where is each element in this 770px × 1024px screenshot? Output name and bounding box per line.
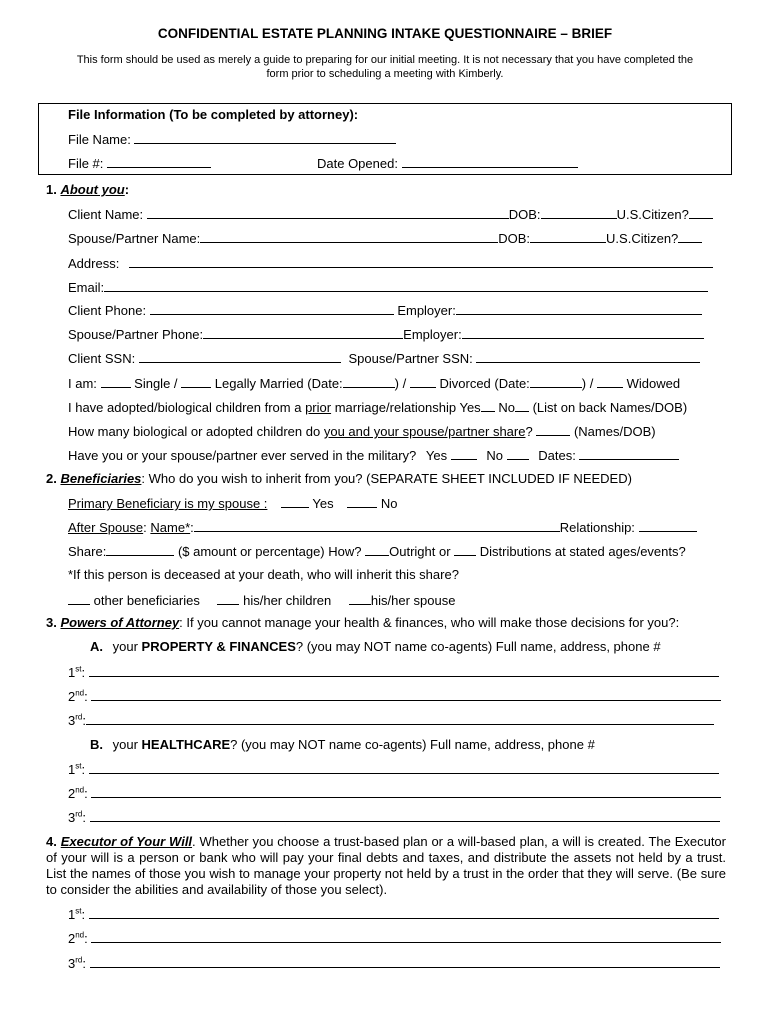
shared-children-field[interactable] xyxy=(536,423,570,436)
after-spouse-label: After Spouse xyxy=(68,520,144,535)
poa-a-bold: PROPERTY & FINANCES xyxy=(141,639,296,654)
shared-children-question: ? xyxy=(525,424,533,439)
spouse-name-row xyxy=(68,230,702,247)
adopted-yes-field[interactable] xyxy=(481,399,495,412)
ordinal-3-num: 3 xyxy=(68,713,76,728)
poa-healthcare-1st-row: 1st: xyxy=(68,761,719,778)
ssn-row xyxy=(68,350,700,367)
military-no-field[interactable] xyxy=(507,447,529,460)
poa-healthcare-heading xyxy=(90,737,595,753)
ordinal-1-sup: st xyxy=(75,761,82,771)
his-her-children-field[interactable] xyxy=(217,592,239,605)
poa-finances-3rd-row: 3rd: xyxy=(68,712,714,729)
ordinal-3-num: 3 xyxy=(68,810,76,825)
file-number-row xyxy=(68,155,211,172)
ordinal-2-sup: nd xyxy=(75,688,85,698)
poa-b-bold: HEALTHCARE xyxy=(141,737,231,752)
date-opened-row xyxy=(317,155,578,172)
military-yes-field[interactable] xyxy=(451,447,477,460)
client-name-field[interactable] xyxy=(147,206,509,219)
file-number-label: File #: xyxy=(68,156,104,171)
military-question: Have you or your spouse/partner ever served in the military? xyxy=(68,448,417,463)
ordinal-1-sup: st xyxy=(75,906,82,916)
primary-no-label: No xyxy=(380,496,398,511)
section-2-heading xyxy=(46,471,632,487)
military-row xyxy=(68,447,679,464)
distributions-field[interactable] xyxy=(454,543,476,556)
military-yes-label: Yes xyxy=(425,448,448,463)
share-label: Share: xyxy=(68,544,107,559)
adopted-list-note: (List on back Names/DOB) xyxy=(532,400,688,415)
poa-finances-2nd-row: 2nd: xyxy=(68,688,721,705)
file-name-label: File Name: xyxy=(68,132,131,147)
address-row xyxy=(68,255,713,272)
poa-finances-heading xyxy=(90,639,661,655)
executor-3rd-field[interactable] xyxy=(90,955,720,968)
client-phone-field[interactable] xyxy=(150,302,394,315)
ordinal-1-num: 1 xyxy=(68,665,76,680)
spouse-name-field[interactable] xyxy=(200,230,498,243)
spouse-citizen-label: U.S.Citizen? xyxy=(606,231,679,246)
poa-a-post: ? (you may NOT name co-agents) Full name, address, phone # xyxy=(295,639,661,654)
widowed-label: Widowed xyxy=(626,376,681,391)
ordinal-2-sup: nd xyxy=(75,930,85,940)
share-row xyxy=(68,543,686,560)
poa-finances-3rd-field[interactable] xyxy=(86,712,714,725)
section-4-paragraph xyxy=(46,834,726,898)
client-employer-field[interactable] xyxy=(456,302,702,315)
client-name-label: Client Name: xyxy=(68,207,144,222)
spouse-name-label: Spouse/Partner Name: xyxy=(68,231,201,246)
shared-children-text: How many biological or adopted children do xyxy=(68,424,321,439)
poa-b-label: B. xyxy=(90,737,103,752)
ordinal-3-sup: rd xyxy=(75,809,83,819)
spouse-phone-row xyxy=(68,326,704,343)
other-beneficiaries-field[interactable] xyxy=(68,592,90,605)
share-field[interactable] xyxy=(106,543,174,556)
section-2-title: Beneficiaries xyxy=(60,471,142,486)
section-2-question: : Who do you wish to inherit from you? (SEPARATE SHEET INCLUDED IF NEEDED) xyxy=(141,471,632,486)
section-1-title: About you xyxy=(60,182,125,197)
marital-status-row xyxy=(68,375,680,392)
military-dates-label: Dates: xyxy=(538,448,576,463)
relationship-field[interactable] xyxy=(639,519,697,532)
adopted-no-field[interactable] xyxy=(515,399,529,412)
married-label: Legally Married (Date: xyxy=(214,376,343,391)
adopted-no-label: No xyxy=(498,400,515,415)
ordinal-3-sup: rd xyxy=(75,712,83,722)
executor-3rd-row: 3rd: xyxy=(68,955,720,972)
after-spouse-name-label: Name* xyxy=(150,520,191,535)
section-4-text: . Whether you choose a trust-based plan or a will-based plan, a will is created. The Executor of your will is a person or bank who will pay your final debts and taxes, and distribute the assets not held by a trust. List the names of those you wish to manage your property not held by a trust in the order that they will serve. (Be sure to consider the abilities and availability of those you select). xyxy=(46,834,726,897)
executor-2nd-row: 2nd: xyxy=(68,930,721,947)
ordinal-3-num: 3 xyxy=(68,956,76,971)
client-phone-label: Client Phone: xyxy=(68,303,147,318)
shared-children-note: (Names/DOB) xyxy=(573,424,656,439)
section-3-title: Powers of Attorney xyxy=(60,615,180,630)
single-field[interactable] xyxy=(101,375,131,388)
file-name-row xyxy=(68,131,396,148)
email-row xyxy=(68,279,708,296)
section-1-number: 1. xyxy=(46,182,57,197)
married-end: ) / xyxy=(394,376,407,391)
section-2-number: 2. xyxy=(46,471,57,486)
ordinal-1-sup: st xyxy=(75,664,82,674)
adopted-yes-label: marriage/relationship Yes xyxy=(334,400,481,415)
ordinal-1-num: 1 xyxy=(68,907,76,922)
poa-finances-1st-row: 1st: xyxy=(68,664,719,681)
primary-beneficiary-label: Primary Beneficiary is my spouse : xyxy=(68,496,268,511)
adopted-text: I have adopted/biological children from a xyxy=(68,400,302,415)
intro-text: This form should be used as merely a guide to preparing for our initial meeting. It is not necessary that you have completed the form prior to scheduling a meeting with Kimberly. xyxy=(76,54,694,80)
section-4-title: Executor of Your Will xyxy=(60,834,193,849)
primary-yes-label: Yes xyxy=(312,496,334,511)
client-ssn-label: Client SSN: xyxy=(68,351,136,366)
file-name-field[interactable] xyxy=(134,131,396,144)
executor-1st-field[interactable] xyxy=(89,906,719,919)
spouse-phone-field[interactable] xyxy=(203,326,403,339)
client-dob-field[interactable] xyxy=(541,206,617,219)
file-info-heading: File Information (To be completed by attorney): xyxy=(68,107,359,122)
his-her-spouse-field[interactable] xyxy=(349,592,371,605)
shared-children-row xyxy=(68,423,656,440)
poa-healthcare-2nd-row: 2nd: xyxy=(68,785,721,802)
address-label: Address: xyxy=(68,256,120,271)
divorced-date-field[interactable] xyxy=(530,375,582,388)
outright-field[interactable] xyxy=(365,543,389,556)
spouse-ssn-label: Spouse/Partner SSN: xyxy=(348,351,473,366)
spouse-employer-field[interactable] xyxy=(462,326,704,339)
his-her-spouse-label: his/her spouse xyxy=(370,593,456,608)
client-citizen-field[interactable] xyxy=(689,206,713,219)
section-3-heading xyxy=(46,615,679,631)
ordinal-2-num: 2 xyxy=(68,689,76,704)
poa-finances-2nd-field[interactable] xyxy=(91,688,721,701)
section-3-number: 3. xyxy=(46,615,57,630)
adopted-children-row xyxy=(68,399,687,416)
executor-1st-row: 1st: xyxy=(68,906,719,923)
spouse-dob-label: DOB: xyxy=(498,231,531,246)
client-employer-label: Employer: xyxy=(397,303,456,318)
file-number-field[interactable] xyxy=(107,155,211,168)
single-label: Single / xyxy=(134,376,178,391)
military-dates-field[interactable] xyxy=(579,447,679,460)
ordinal-2-num: 2 xyxy=(68,786,76,801)
section-1-heading xyxy=(46,182,129,198)
after-spouse-row: After Spouse: Name*: Relationship: xyxy=(68,519,697,536)
marital-label: I am: xyxy=(68,376,97,391)
poa-healthcare-1st-field[interactable] xyxy=(89,761,719,774)
client-ssn-field[interactable] xyxy=(139,350,341,363)
section-3-question: : If you cannot manage your health & finances, who will make those decisions for you?: xyxy=(179,615,680,630)
client-phone-row xyxy=(68,302,702,319)
poa-b-post: ? (you may NOT name co-agents) Full name, address, phone # xyxy=(230,737,595,752)
distributions-label: Distributions at stated ages/events? xyxy=(479,544,686,559)
ordinal-2-sup: nd xyxy=(75,785,85,795)
primary-yes-field[interactable] xyxy=(281,495,309,508)
poa-a-pre: your xyxy=(112,639,138,654)
spouse-citizen-field[interactable] xyxy=(678,230,702,243)
client-name-row xyxy=(68,206,713,223)
date-opened-label: Date Opened: xyxy=(317,156,398,171)
poa-b-pre: your xyxy=(112,737,138,752)
spouse-dob-field[interactable] xyxy=(530,230,606,243)
poa-finances-1st-field[interactable] xyxy=(89,664,719,677)
married-field[interactable] xyxy=(181,375,211,388)
client-citizen-label: U.S.Citizen? xyxy=(616,207,689,222)
married-date-field[interactable] xyxy=(343,375,395,388)
spouse-ssn-field[interactable] xyxy=(476,350,700,363)
primary-no-field[interactable] xyxy=(347,495,377,508)
address-field[interactable] xyxy=(129,255,713,268)
spouse-phone-label: Spouse/Partner Phone: xyxy=(68,327,204,342)
poa-healthcare-3rd-field[interactable] xyxy=(90,809,720,822)
ordinal-1-num: 1 xyxy=(68,762,76,777)
section-1-colon: : xyxy=(124,182,130,197)
deceased-note: *If this person is deceased at your death, who will inherit this share? xyxy=(68,567,459,582)
client-dob-label: DOB: xyxy=(508,207,541,222)
executor-2nd-field[interactable] xyxy=(91,930,721,943)
military-no-label: No xyxy=(486,448,503,463)
poa-healthcare-2nd-field[interactable] xyxy=(91,785,721,798)
page-title: CONFIDENTIAL ESTATE PLANNING INTAKE QUESTIONNAIRE – BRIEF xyxy=(157,26,613,41)
contingent-row xyxy=(68,592,455,609)
divorced-label: Divorced (Date: xyxy=(439,376,530,391)
email-field[interactable] xyxy=(104,279,708,292)
share-how-label: ($ amount or percentage) How? xyxy=(177,544,362,559)
relationship-label: Relationship: xyxy=(559,520,635,535)
date-opened-field[interactable] xyxy=(402,155,578,168)
divorced-field[interactable] xyxy=(410,375,436,388)
poa-healthcare-3rd-row: 3rd: xyxy=(68,809,720,826)
other-beneficiaries-label: other beneficiaries xyxy=(93,593,200,608)
ordinal-2-num: 2 xyxy=(68,931,76,946)
primary-beneficiary-row xyxy=(68,495,398,512)
shared-children-underlined: you and your spouse/partner share xyxy=(323,424,526,439)
poa-a-label: A. xyxy=(90,639,103,654)
divorced-end: ) / xyxy=(581,376,594,391)
outright-label: Outright or xyxy=(389,544,451,559)
after-spouse-name-field[interactable] xyxy=(194,519,560,532)
ordinal-3-sup: rd xyxy=(75,955,83,965)
adopted-prior: prior xyxy=(305,400,332,415)
email-label: Email: xyxy=(68,280,105,295)
widowed-field[interactable] xyxy=(597,375,623,388)
spouse-employer-label: Employer: xyxy=(403,327,462,342)
section-4-number: 4. xyxy=(46,834,57,849)
his-her-children-label: his/her children xyxy=(243,593,332,608)
